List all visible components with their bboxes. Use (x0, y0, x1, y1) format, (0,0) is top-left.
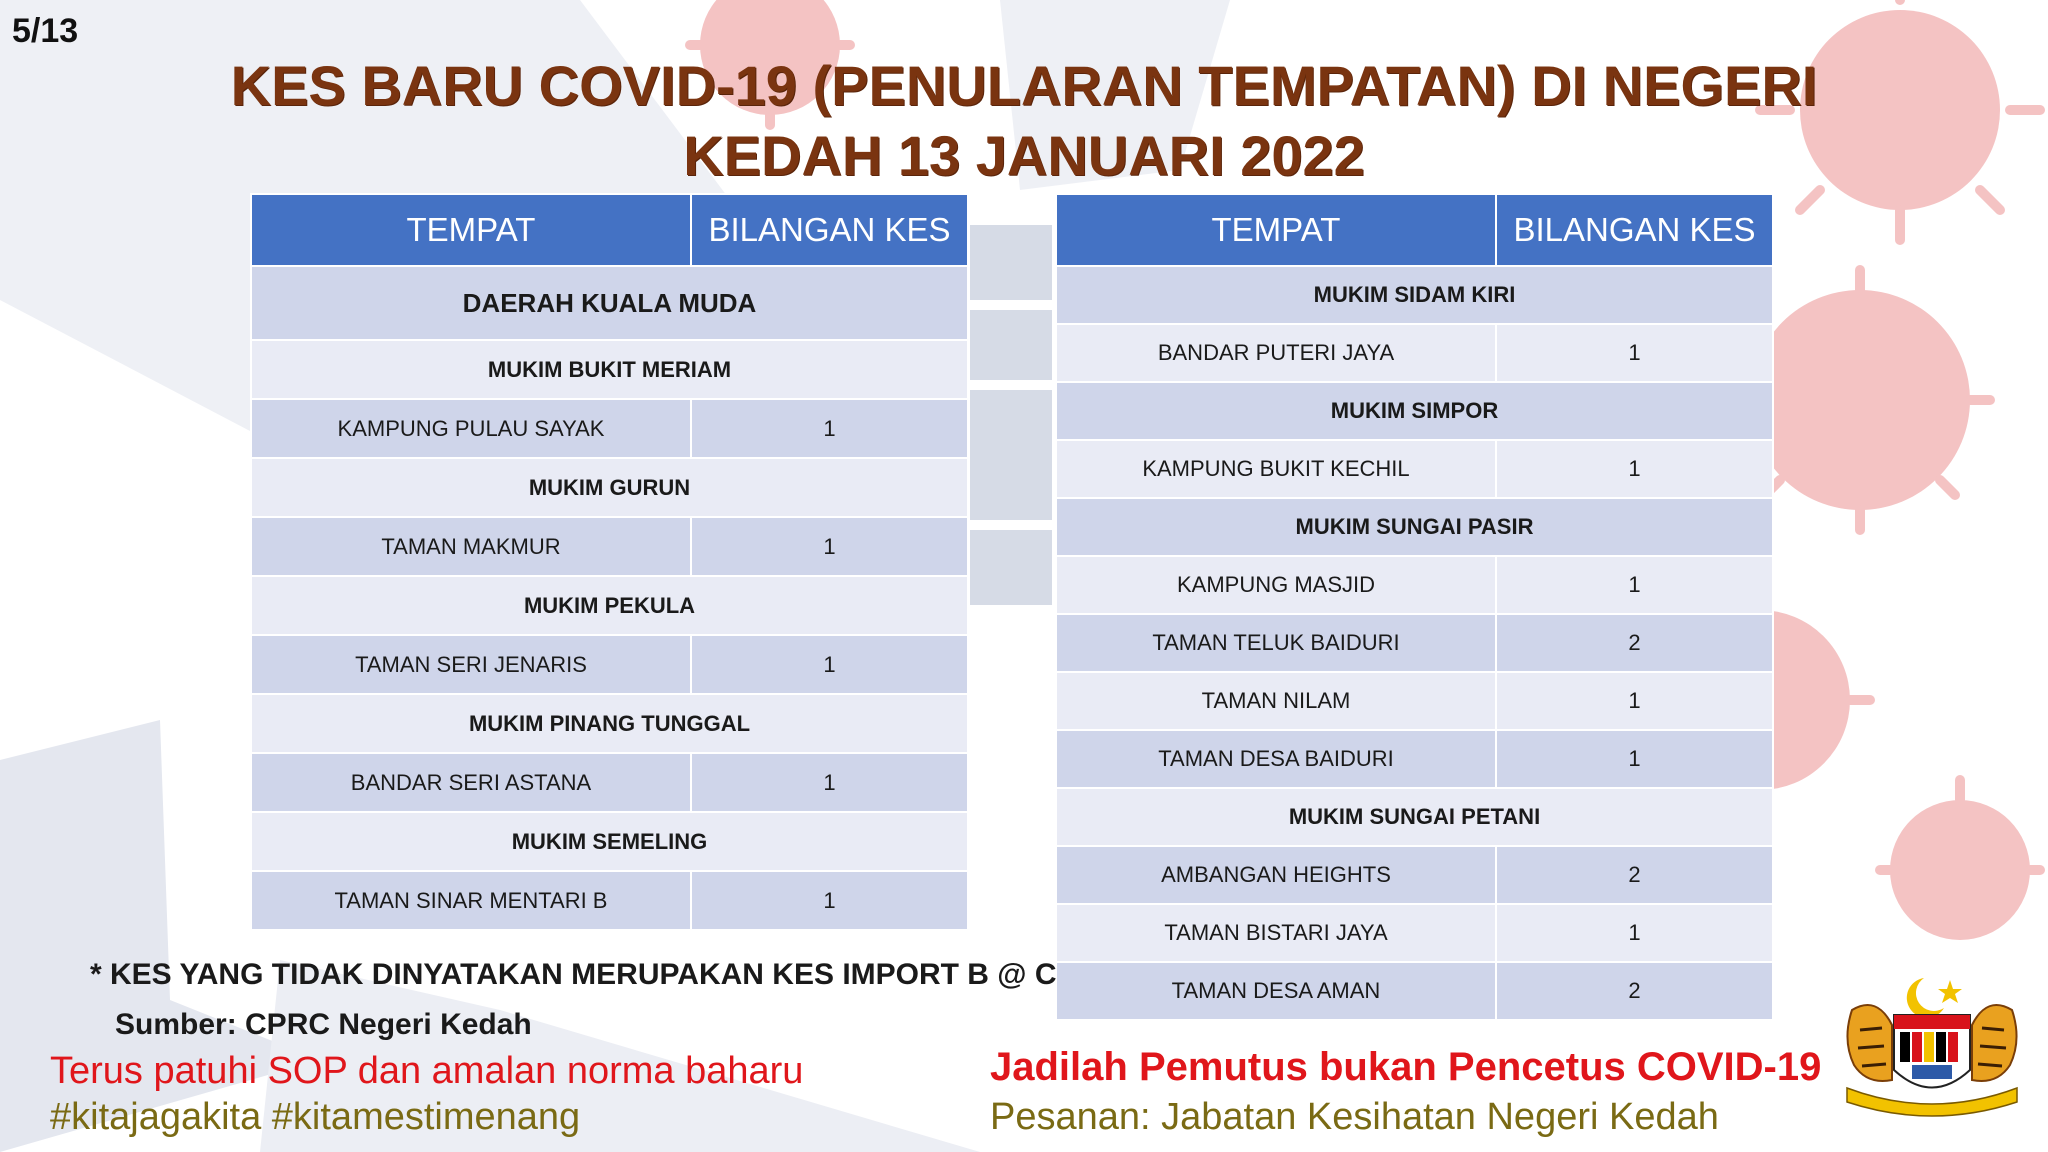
table-row (251, 517, 968, 576)
mukim-row (251, 458, 968, 517)
table-row (251, 753, 968, 812)
table-row (1056, 556, 1773, 614)
place-cell: TAMAN NILAM (1056, 672, 1496, 730)
district-row (251, 266, 968, 340)
table-row (1056, 962, 1773, 1020)
page-title: KES BARU COVID-19 (PENULARAN TEMPATAN) DI NEGERI (230, 54, 1818, 117)
mukim-row (251, 340, 968, 399)
count-cell: 1 (1496, 672, 1773, 730)
column-header-count: BILANGAN KES (1496, 194, 1773, 266)
source-note: Sumber: CPRC Negeri Kedah (115, 1008, 532, 1041)
place-cell: BANDAR PUTERI JAYA (1056, 324, 1496, 382)
bg-block (970, 225, 1052, 605)
place-cell: TAMAN DESA BAIDURI (1056, 730, 1496, 788)
mukim-row (1056, 382, 1773, 440)
count-cell: 1 (691, 399, 968, 458)
mukim-name: MUKIM PEKULA (251, 576, 968, 635)
count-cell: 1 (1496, 556, 1773, 614)
count-cell: 1 (691, 753, 968, 812)
count-cell: 1 (1496, 904, 1773, 962)
table-row (1056, 614, 1773, 672)
mukim-row (251, 812, 968, 871)
count-cell: 1 (1496, 730, 1773, 788)
count-cell: 1 (1496, 440, 1773, 498)
slogan: Jadilah Pemutus bukan Pencetus COVID-19 (990, 1045, 1822, 1089)
mukim-name: MUKIM BUKIT MERIAM (251, 340, 968, 399)
table-row (1056, 440, 1773, 498)
place-cell: TAMAN DESA AMAN (1056, 962, 1496, 1020)
sop-reminder: Terus patuhi SOP dan amalan norma baharu (50, 1050, 804, 1092)
mukim-name: MUKIM PINANG TUNGGAL (251, 694, 968, 753)
mukim-row (1056, 788, 1773, 846)
table-row (251, 399, 968, 458)
table-header-row (1056, 194, 1773, 266)
mukim-row (251, 576, 968, 635)
count-cell: 1 (691, 635, 968, 694)
place-cell: TAMAN MAKMUR (251, 517, 691, 576)
column-header-place: TEMPAT (251, 194, 691, 266)
mukim-name: MUKIM SUNGAI PASIR (1056, 498, 1773, 556)
page-title-date: KEDAH 13 JANUARI 2022 (683, 124, 1365, 187)
place-cell: KAMPUNG MASJID (1056, 556, 1496, 614)
mukim-name: MUKIM SIMPOR (1056, 382, 1773, 440)
coat-of-arms-icon (1832, 970, 2032, 1120)
place-cell: TAMAN SINAR MENTARI B (251, 871, 691, 930)
message-credit: Pesanan: Jabatan Kesihatan Negeri Kedah (990, 1096, 1719, 1138)
column-header-count: BILANGAN KES (691, 194, 968, 266)
table-row (251, 871, 968, 930)
count-cell: 2 (1496, 846, 1773, 904)
column-header-place: TEMPAT (1056, 194, 1496, 266)
place-cell: AMBANGAN HEIGHTS (1056, 846, 1496, 904)
table-row (1056, 672, 1773, 730)
cases-table-right (1055, 193, 1774, 1021)
import-case-note: * KES YANG TIDAK DINYATAKAN MERUPAKAN KES IMPORT B @ C (90, 958, 1057, 991)
hashtags: #kitajagakita #kitamestimenang (50, 1096, 581, 1138)
place-cell: TAMAN SERI JENARIS (251, 635, 691, 694)
mukim-name: MUKIM SEMELING (251, 812, 968, 871)
page-number: 5/13 (12, 12, 79, 50)
place-cell: TAMAN BISTARI JAYA (1056, 904, 1496, 962)
table-header-row (251, 194, 968, 266)
table-row (1056, 904, 1773, 962)
place-cell: BANDAR SERI ASTANA (251, 753, 691, 812)
mukim-name: MUKIM SIDAM KIRI (1056, 266, 1773, 324)
count-cell: 2 (1496, 614, 1773, 672)
place-cell: TAMAN TELUK BAIDURI (1056, 614, 1496, 672)
mukim-row (251, 694, 968, 753)
table-row (1056, 730, 1773, 788)
place-cell: KAMPUNG PULAU SAYAK (251, 399, 691, 458)
mukim-name: MUKIM GURUN (251, 458, 968, 517)
count-cell: 1 (691, 871, 968, 930)
table-row (1056, 846, 1773, 904)
mukim-row (1056, 266, 1773, 324)
mukim-name: MUKIM SUNGAI PETANI (1056, 788, 1773, 846)
cases-table-left (250, 193, 969, 931)
count-cell: 1 (691, 517, 968, 576)
mukim-row (1056, 498, 1773, 556)
table-row (251, 635, 968, 694)
count-cell: 2 (1496, 962, 1773, 1020)
table-row (1056, 324, 1773, 382)
place-cell: KAMPUNG BUKIT KECHIL (1056, 440, 1496, 498)
district-name: DAERAH KUALA MUDA (251, 266, 968, 340)
count-cell: 1 (1496, 324, 1773, 382)
